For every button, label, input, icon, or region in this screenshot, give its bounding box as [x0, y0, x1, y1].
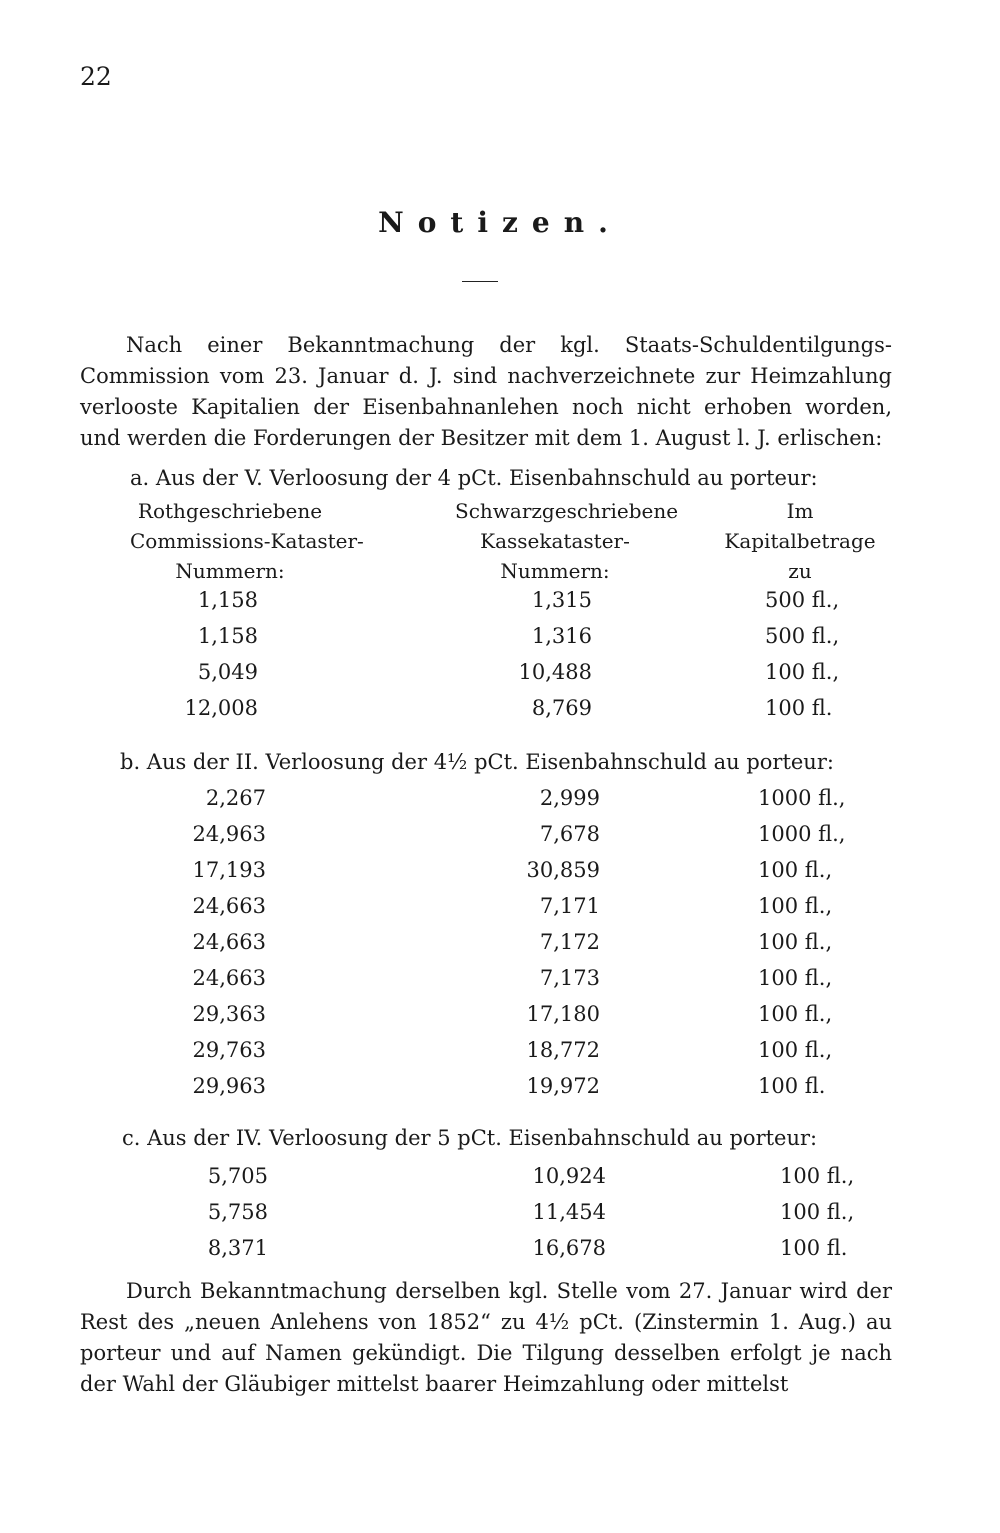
table-row [0, 786, 1000, 822]
cell-capital-amount: 100 fl. [758, 1074, 826, 1098]
title-divider [462, 281, 498, 282]
cell-capital-amount: 100 fl., [780, 1200, 855, 1224]
table-row [0, 696, 1000, 732]
intro-paragraph: Nach einer Bekanntmachung der kgl. Staats-Schuldentilgungs-Commission vom 23. Januar d. J. sind nachverzeichnete zur Heimzahlung verlooste Kapitalien der Eisenbahnanlehen noch nicht erhoben worden, und werden die Forderungen der Besitzer mit dem 1. August l. J. erlischen: [80, 333, 892, 450]
cell-black-number: 19,972 [526, 1074, 600, 1098]
cell-capital-amount: 1000 fl., [758, 822, 846, 846]
column-header-capital-amount: Im Kapitalbetrage zu [724, 499, 876, 583]
table-row [0, 966, 1000, 1002]
cell-red-number: 29,363 [192, 1002, 266, 1026]
cell-capital-amount: 100 fl., [758, 894, 833, 918]
table-row [0, 822, 1000, 858]
cell-capital-amount: 100 fl., [758, 1038, 833, 1062]
table-row [0, 624, 1000, 660]
cell-capital-amount: 100 fl., [758, 930, 833, 954]
cell-capital-amount: 100 fl. [765, 696, 833, 720]
cell-black-number: 10,488 [518, 660, 592, 684]
table-row [0, 894, 1000, 930]
cell-black-number: 7,172 [539, 930, 600, 954]
table-row [0, 1074, 1000, 1110]
cell-red-number: 5,758 [207, 1200, 268, 1224]
cell-capital-amount: 500 fl., [765, 588, 840, 612]
cell-red-number: 29,963 [192, 1074, 266, 1098]
cell-black-number: 16,678 [532, 1236, 606, 1260]
table-row [0, 660, 1000, 696]
cell-red-number: 5,705 [207, 1164, 268, 1188]
page-number: 22 [80, 62, 112, 91]
cell-black-number: 11,454 [532, 1200, 606, 1224]
cell-black-number: 8,769 [531, 696, 592, 720]
cell-red-number: 24,963 [192, 822, 266, 846]
cell-capital-amount: 100 fl. [780, 1236, 848, 1260]
cell-capital-amount: 1000 fl., [758, 786, 846, 810]
cell-black-number: 17,180 [526, 1002, 600, 1026]
cell-black-number: 7,678 [539, 822, 600, 846]
cell-red-number: 24,663 [192, 966, 266, 990]
cell-capital-amount: 500 fl., [765, 624, 840, 648]
cell-black-number: 10,924 [532, 1164, 606, 1188]
table-row [0, 930, 1000, 966]
section-a-heading: a. Aus der V. Verloosung der 4 pCt. Eisenbahnschuld au porteur: [130, 466, 818, 490]
cell-capital-amount: 100 fl., [758, 1002, 833, 1026]
closing-paragraph: Durch Bekanntmachung derselben kgl. Stelle vom 27. Januar wird der Rest des „neuen Anlehens von 1852“ zu 4½ pCt. (Zinstermin 1. Aug.) au porteur und auf Namen gekündigt. Die Tilgung desselben erfolgt je nach der Wahl der Gläubiger mittelst baarer Heimzahlung oder mittelst [80, 1279, 892, 1396]
table-row [0, 1200, 1000, 1236]
cell-black-number: 1,315 [531, 588, 592, 612]
table-row [0, 1236, 1000, 1272]
cell-black-number: 7,171 [539, 894, 600, 918]
cell-capital-amount: 100 fl., [765, 660, 840, 684]
cell-capital-amount: 100 fl., [758, 858, 833, 882]
cell-black-number: 2,999 [539, 786, 600, 810]
cell-black-number: 30,859 [526, 858, 600, 882]
page-title: Notizen. [378, 206, 622, 239]
section-b-heading: b. Aus der II. Verloosung der 4½ pCt. Eisenbahnschuld au porteur: [120, 750, 834, 774]
cell-capital-amount: 100 fl., [758, 966, 833, 990]
cell-capital-amount: 100 fl., [780, 1164, 855, 1188]
cell-black-number: 7,173 [539, 966, 600, 990]
cell-red-number: 1,158 [197, 588, 258, 612]
cell-red-number: 24,663 [192, 930, 266, 954]
cell-red-number: 17,193 [192, 858, 266, 882]
cell-red-number: 29,763 [192, 1038, 266, 1062]
cell-red-number: 12,008 [184, 696, 258, 720]
table-row [0, 1002, 1000, 1038]
cell-red-number: 2,267 [205, 786, 266, 810]
section-c-heading: c. Aus der IV. Verloosung der 5 pCt. Eisenbahnschuld au porteur: [122, 1126, 818, 1150]
cell-red-number: 5,049 [197, 660, 258, 684]
column-header-black-numbers: Schwarzgeschriebene Kassekataster- Nummern: [455, 499, 679, 583]
table-row [0, 588, 1000, 624]
table-row [0, 858, 1000, 894]
cell-red-number: 8,371 [207, 1236, 268, 1260]
cell-black-number: 18,772 [526, 1038, 600, 1062]
column-header-red-numbers: Rothgeschriebene Commissions-Kataster- Nummern: [130, 499, 364, 583]
table-row [0, 1164, 1000, 1200]
cell-red-number: 24,663 [192, 894, 266, 918]
cell-black-number: 1,316 [531, 624, 592, 648]
cell-red-number: 1,158 [197, 624, 258, 648]
table-row [0, 1038, 1000, 1074]
